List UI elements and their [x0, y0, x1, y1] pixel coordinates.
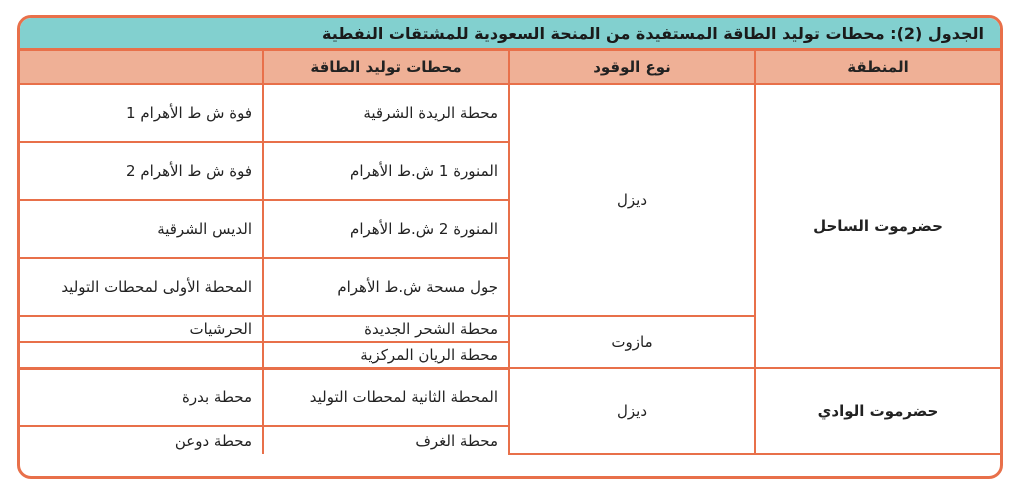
station-cell: محطة الشحر الجديدة — [263, 316, 509, 342]
extra-station-cell — [20, 342, 263, 368]
region-cell: حضرموت الساحل — [755, 84, 1000, 368]
table-title: الجدول (2): محطات توليد الطاقة المستفيدة من المنحة السعودية للمشتقات النفطية — [20, 18, 1000, 51]
table-row — [20, 84, 1000, 142]
extra-station-cell: فوة ش ط الأهرام 2 — [20, 142, 263, 200]
station-cell: المنورة 2 ش.ط الأهرام — [263, 200, 509, 258]
station-cell: محطة الريدة الشرقية — [263, 84, 509, 142]
extra-station-cell: الحرشيات — [20, 316, 263, 342]
fuel-cell: مازوت — [509, 316, 755, 368]
extra-station-cell: محطة بدرة — [20, 368, 263, 426]
fuel-cell: ديزل — [509, 84, 755, 316]
region-cell: حضرموت الوادي — [755, 368, 1000, 454]
fuel-cell: ديزل — [509, 368, 755, 454]
table-row — [20, 368, 1000, 426]
station-cell: جول مسحة ش.ط الأهرام — [263, 258, 509, 316]
station-cell: محطة الغرف — [263, 426, 509, 454]
extra-station-cell: فوة ش ط الأهرام 1 — [20, 84, 263, 142]
header-fuel: نوع الوقود — [509, 51, 755, 84]
extra-station-cell: المحطة الأولى لمحطات التوليد — [20, 258, 263, 316]
header-row — [20, 51, 1000, 84]
station-cell: محطة الريان المركزية — [263, 342, 509, 368]
extra-station-cell: الديس الشرقية — [20, 200, 263, 258]
station-cell: المنورة 1 ش.ط الأهرام — [263, 142, 509, 200]
header-region: المنطقة — [755, 51, 1000, 84]
power-stations-table — [20, 51, 1000, 455]
header-stations: محطات توليد الطاقة — [263, 51, 509, 84]
extra-station-cell: محطة دوعن — [20, 426, 263, 454]
table-frame — [17, 15, 1003, 479]
station-cell: المحطة الثانية لمحطات التوليد — [263, 368, 509, 426]
header-extra — [20, 51, 263, 84]
